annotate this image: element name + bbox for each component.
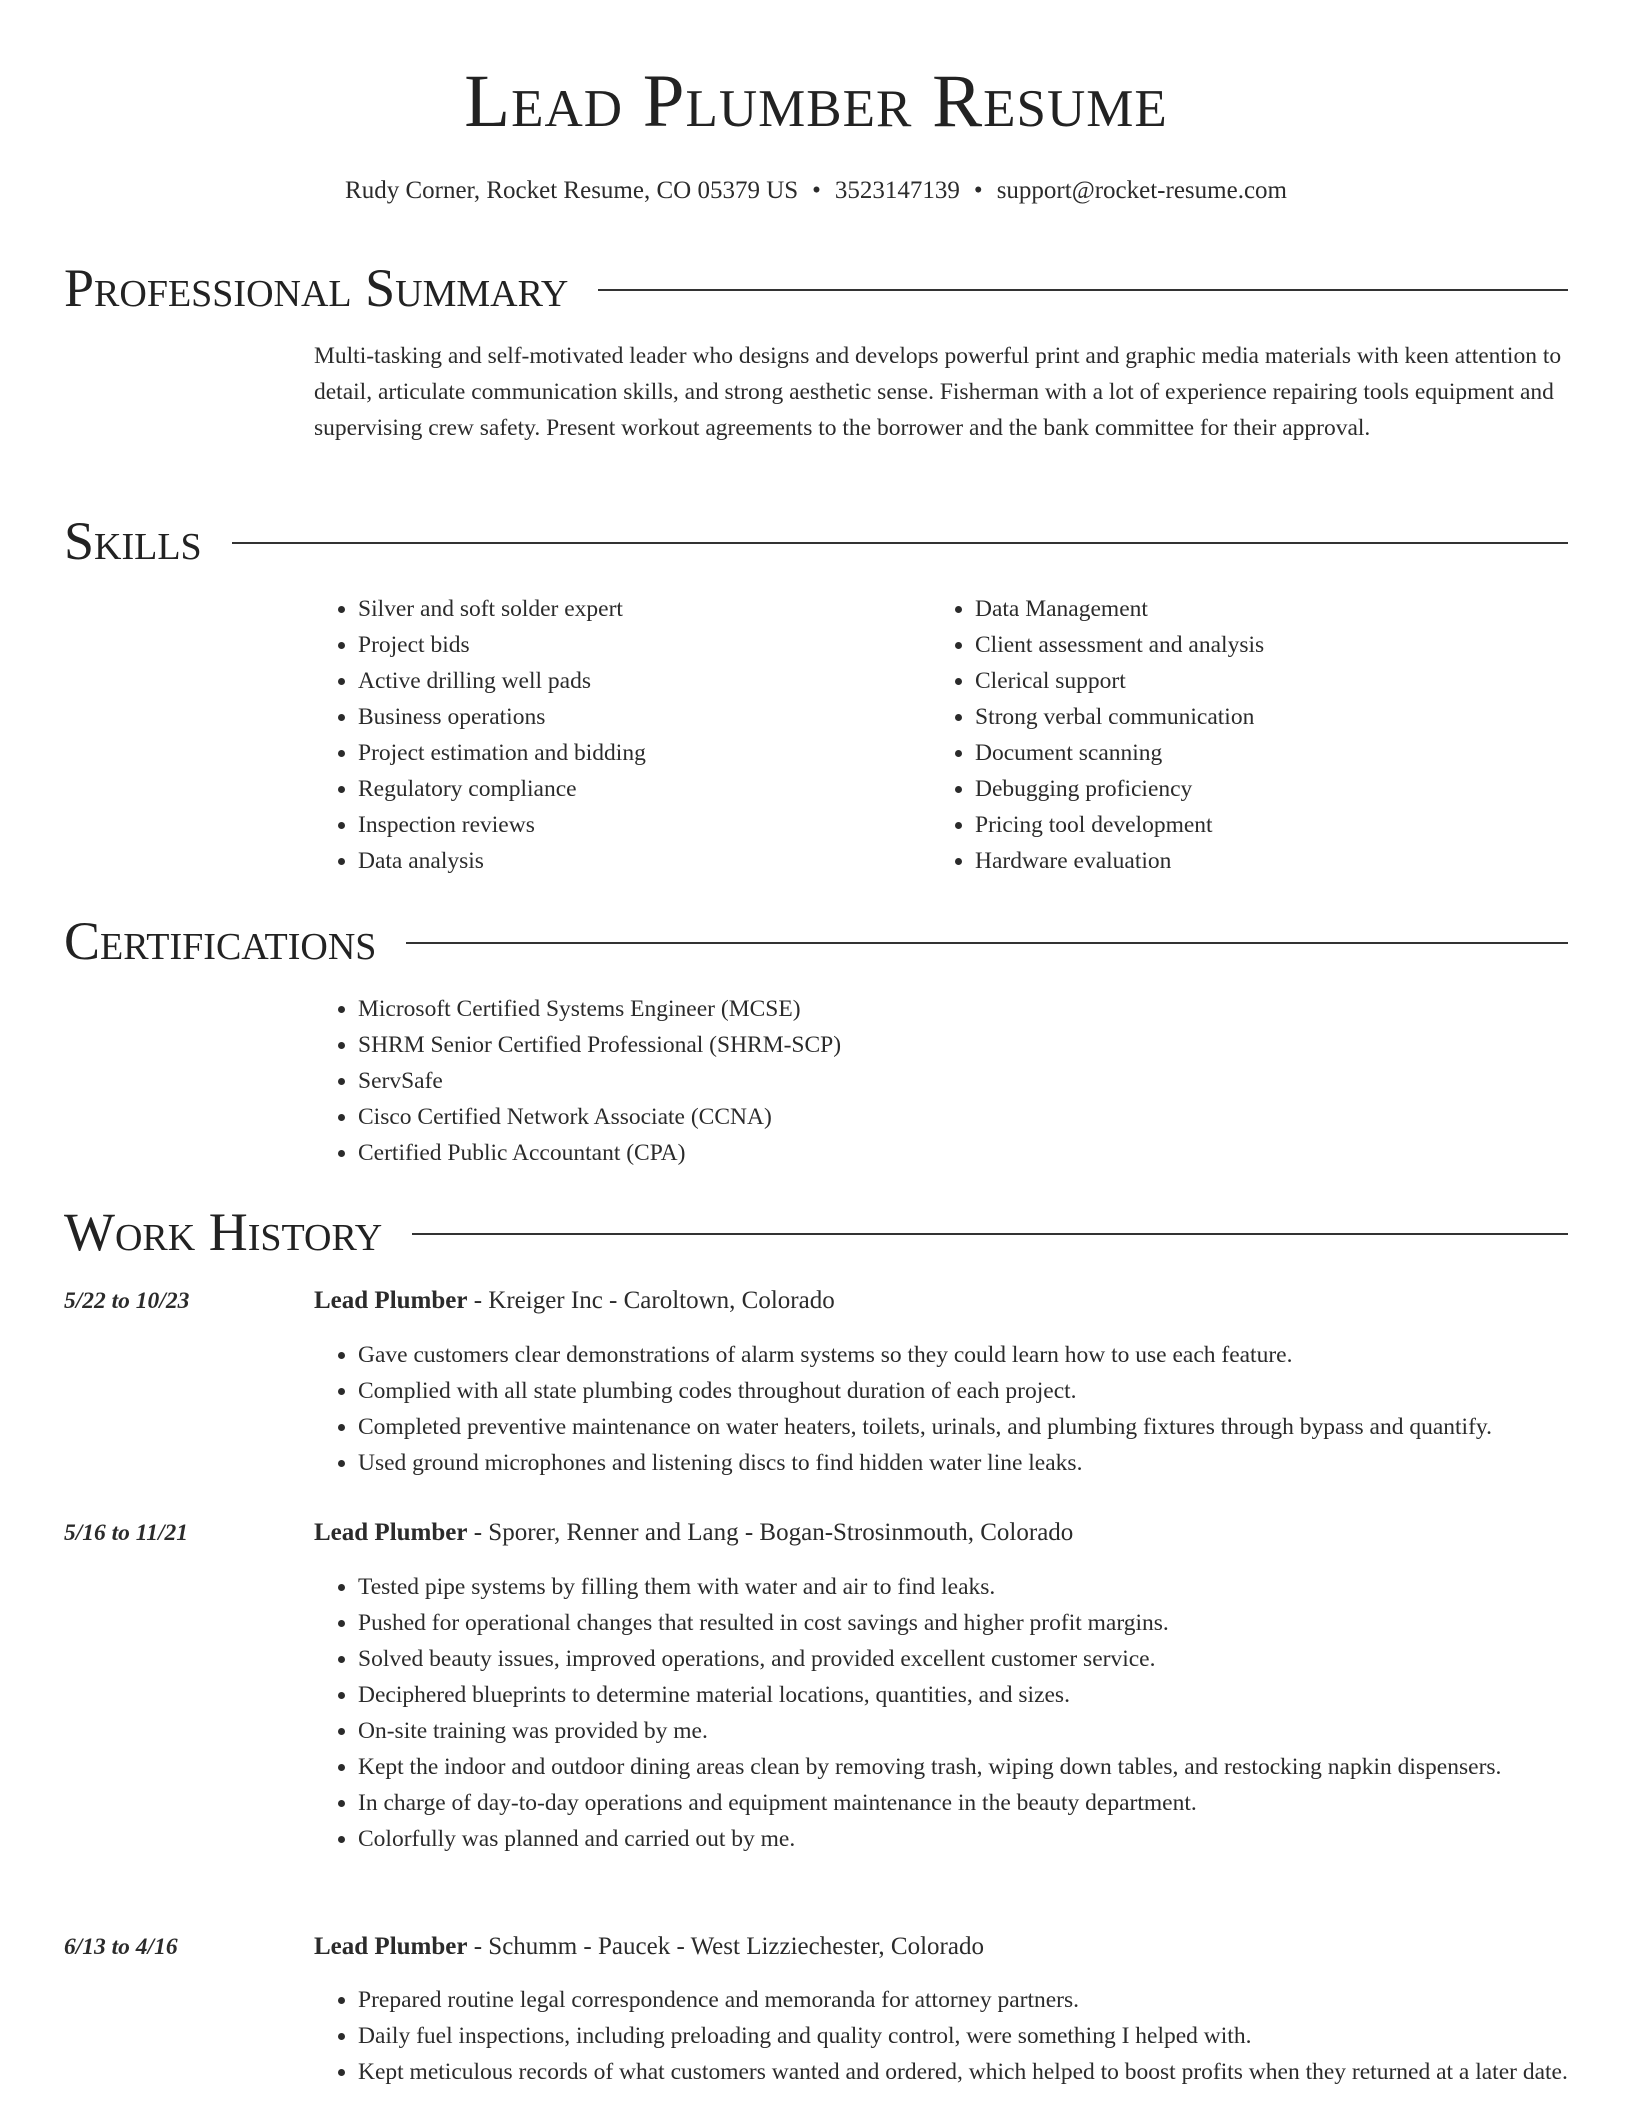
certification-item: • Microsoft Certified Systems Engineer (MCSE) [358,991,1558,1027]
job-heading [314,1283,835,1319]
job-bullet: • On-site training was provided by me. [358,1713,1612,1749]
job-details: - Sporer, Renner and Lang - Bogan-Strosinmouth, Colorado [467,1519,1074,1546]
job-bullet: • Kept meticulous records of what customers wanted and ordered, which helped to boost profits when they returned at a later date. [358,2054,1612,2090]
section-title: Certifications [64,911,377,971]
job-bullet: • Used ground microphones and listening discs to find hidden water line leaks. [358,1445,1632,1481]
skill-item: • Client assessment and analysis [975,627,1575,663]
skill-item: • Debugging proficiency [975,771,1575,807]
job-title: Lead Plumber [314,1933,468,1960]
job-dates: 6/13 to 4/16 [64,1934,178,1960]
contact-email: support@rocket-resume.com [996,177,1287,204]
skill-item: • Inspection reviews [358,807,918,843]
job-bullet: • Complied with all state plumbing codes throughout duration of each project. [358,1373,1632,1409]
section-heading-skills [64,506,1568,576]
job-heading [314,1929,984,1965]
contact-address: Rudy Corner, Rocket Resume, CO 05379 US [345,177,799,204]
summary-text: Multi-tasking and self-motivated leader who designs and develops powerful print and graphic media materials with keen attention to detail, articulate communication skills, and strong aesthetic sense. Fisherman with a lot of experience repairing tools equipment and supervising crew safety. Present workout agreements to the borrower and the bank committee for their approval. [314,343,1562,441]
skill-item: • Project estimation and bidding [358,735,918,771]
resume-title: Lead Plumber Resume [464,60,1168,143]
skill-item: • Clerical support [975,663,1575,699]
job-details: - Schumm - Paucek - West Lizziechester, Colorado [467,1933,984,1960]
job-title: Lead Plumber [314,1519,468,1546]
job-bullet: • Deciphered blueprints to determine material locations, quantities, and sizes. [358,1677,1612,1713]
skill-item: • Pricing tool development [975,807,1575,843]
skills-list-left [314,591,918,879]
job-bullets [314,1982,1612,2090]
job-heading [314,1515,1073,1551]
job-bullet: • Pushed for operational changes that resulted in cost savings and higher profit margins. [358,1605,1612,1641]
section-divider [232,542,1568,544]
job-bullet: • Tested pipe systems by filling them with water and air to find leaks. [358,1569,1612,1605]
job-title: Lead Plumber [314,1287,468,1314]
skill-item: • Hardware evaluation [975,843,1575,879]
contact-phone: 3523147139 [834,177,960,204]
certification-item: • Cisco Certified Network Associate (CCNA) [358,1099,1558,1135]
job-bullet: • Completed preventive maintenance on water heaters, toilets, urinals, and plumbing fixtures through bypass and quantify. [358,1409,1632,1445]
skill-item: • Data analysis [358,843,918,879]
skill-item: • Data Management [975,591,1575,627]
contact-separator: • [973,177,983,204]
job-details: - Kreiger Inc - Caroltown, Colorado [467,1287,835,1314]
section-title: Skills [64,511,202,571]
section-title: Work History [64,1202,383,1262]
job-bullets [314,1337,1632,1481]
job-dates: 5/22 to 10/23 [64,1288,190,1314]
skills-list-right [931,591,1575,879]
section-heading-certifications [64,906,1568,976]
section-title: Professional Summary [64,258,569,318]
certification-item: • ServSafe [358,1063,1558,1099]
contact-line [0,174,1632,208]
skill-item: • Business operations [358,699,918,735]
skill-item: • Active drilling well pads [358,663,918,699]
job-bullet: • Colorfully was planned and carried out by me. [358,1821,1612,1857]
job-bullets [314,1569,1612,1857]
job-bullet: • Daily fuel inspections, including preloading and quality control, were something I helped with. [358,2018,1612,2054]
certification-item: • SHRM Senior Certified Professional (SHRM-SCP) [358,1027,1558,1063]
job-bullet: • Solved beauty issues, improved operations, and provided excellent customer service. [358,1641,1612,1677]
job-dates: 5/16 to 11/21 [64,1520,189,1546]
section-divider [598,289,1568,291]
section-divider [412,1233,1568,1235]
skill-item: • Strong verbal communication [975,699,1575,735]
section-heading-summary [64,253,1568,323]
job-bullet: • In charge of day-to-day operations and equipment maintenance in the beauty department. [358,1785,1612,1821]
job-bullet: • Gave customers clear demonstrations of alarm systems so they could learn how to use each feature. [358,1337,1632,1373]
section-divider [406,942,1568,944]
skill-item: • Project bids [358,627,918,663]
skill-item: • Regulatory compliance [358,771,918,807]
certifications-list [314,991,1558,1171]
contact-separator: • [812,177,821,204]
certification-item: • Certified Public Accountant (CPA) [358,1135,1558,1171]
skill-item: • Silver and soft solder expert [358,591,918,627]
section-heading-work-history [64,1197,1568,1267]
job-bullet: • Kept the indoor and outdoor dining areas clean by removing trash, wiping down tables, and restocking napkin dispensers. [358,1749,1612,1785]
job-bullet: • Prepared routine legal correspondence and memoranda for attorney partners. [358,1982,1612,2018]
skill-item: • Document scanning [975,735,1575,771]
